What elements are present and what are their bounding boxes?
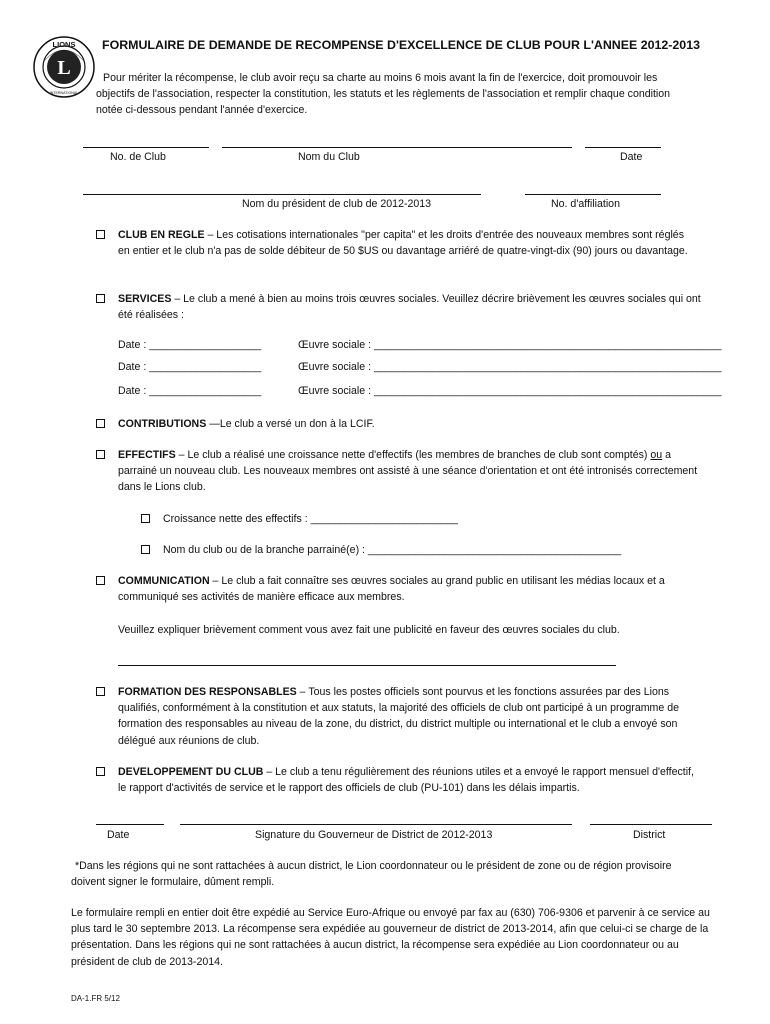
club-name-line[interactable] — [222, 147, 572, 148]
signature-label: Signature du Gouverneur de District de 2012-2013 — [255, 829, 493, 841]
developpement-desc: – Le club a tenu régulièrement des réunions utiles et a envoyé le rapport mensuel d'effectif, le rapport d'activités de service et le rapport des officiels de club (PU-101) dans les délais impartis. — [118, 766, 694, 795]
date-line[interactable] — [585, 147, 661, 148]
affiliation-line[interactable] — [525, 194, 661, 195]
club-parraine-field[interactable]: Nom du club ou de la branche parrainé(e) : ___________________________________________ — [163, 544, 622, 556]
service-oeuvre-1[interactable]: Œuvre sociale : ___________________________________________________________ — [298, 339, 722, 351]
effectifs-ou: ou — [650, 449, 663, 461]
club-name-label: Nom du Club — [298, 151, 360, 163]
club-no-line[interactable] — [83, 147, 209, 148]
service-oeuvre-2[interactable]: Œuvre sociale : ___________________________________________________________ — [298, 361, 722, 373]
logo-text: LIONS — [52, 40, 76, 49]
communication-desc: – Le club a fait connaître ses œuvres sociales au grand public en utilisant les médias locaux et a communiqué ses activités de manière efficace aux membres. — [118, 575, 665, 604]
logo-bottom-text: INTERNATIONAL — [49, 91, 79, 95]
president-line[interactable] — [83, 194, 481, 195]
formation-desc: – Tous les postes officiels sont pourvus et les fonctions assurées par des Lions qualifiés, conformément à la constitution et aux statuts, la majorité des officiels de club ont participé à un programme de formation des responsables au niveau de la zone, du district, du district multiple ou international et le club a envoyé son délégué aux réunions de club. — [118, 686, 679, 747]
services-checkbox[interactable] — [96, 294, 105, 303]
footnote: *Dans les régions qui ne sont rattachées à aucun district, le Lion coordonnateur ou le président de zone ou de région provisoire doivent signer le formulaire, dûment rempli. — [71, 860, 672, 889]
developpement-label: DEVELOPPEMENT DU CLUB — [118, 766, 264, 778]
services-desc: – Le club a mené à bien au moins trois œuvres sociales. Veuillez décrire brièvement les œuvres sociales qui ont été réalisées : — [118, 293, 701, 322]
services-label: SERVICES — [118, 293, 172, 305]
service-date-3[interactable]: Date : ___________________ — [118, 385, 262, 397]
page-title: FORMULAIRE DE DEMANDE DE RECOMPENSE D'EXCELLENCE DE CLUB POUR L'ANNEE 2012-2013 — [102, 38, 700, 52]
developpement-checkbox[interactable] — [96, 767, 105, 776]
club-parraine-checkbox[interactable] — [141, 545, 150, 554]
club-no-label: No. de Club — [110, 151, 166, 163]
formation-checkbox[interactable] — [96, 687, 105, 696]
service-oeuvre-3[interactable]: Œuvre sociale : ___________________________________________________________ — [298, 385, 722, 397]
contributions-text — [118, 416, 375, 432]
date-label: Date — [620, 151, 643, 163]
contributions-desc: —Le club a versé un don à la LCIF. — [206, 418, 375, 430]
signature-date-line[interactable] — [96, 824, 164, 825]
effectifs-checkbox[interactable] — [96, 450, 105, 459]
submission-instructions: Le formulaire rempli en entier doit être expédié au Service Euro-Afrique ou envoyé par fax au (630) 706-9306 et parvenir à ce service au plus tard le 30 septembre 2013. La récompense sera expédiée au gouverneur de district de 2013-2014, afin que celui-ci se charge de la présentation. Dans les régions qui ne sont rattachées à aucun district, la récompense sera expédiée au Lion coordonnateur ou au président de club de 2013-2014. — [71, 907, 710, 968]
district-line[interactable] — [590, 824, 712, 825]
club-en-regle-checkbox[interactable] — [96, 230, 105, 239]
formation-text — [118, 684, 703, 749]
contributions-label: CONTRIBUTIONS — [118, 418, 207, 430]
communication-answer-line[interactable] — [118, 665, 616, 666]
effectifs-desc-a: – Le club a réalisé une croissance nette d'effectifs (les membres de branches de club sont comptés) — [175, 449, 651, 461]
communication-text — [118, 573, 703, 605]
developpement-text — [118, 764, 703, 796]
formation-label: FORMATION DES RESPONSABLES — [118, 686, 297, 698]
contributions-checkbox[interactable] — [96, 419, 105, 428]
effectifs-text — [118, 447, 703, 496]
intro-paragraph: Pour mériter la récompense, le club avoir reçu sa charte au moins 6 mois avant la fin de l'exercice, doit promouvoir les objectifs de l'association, respecter la constitution, les statuts et les règlements de l'association et remplir chaque condition notée ci-dessous pendant l'année d'exercice. — [96, 72, 671, 117]
lions-logo — [33, 36, 95, 98]
service-date-2[interactable]: Date : ___________________ — [118, 361, 262, 373]
effectifs-desc-b: a parrainé un nouveau club. Les nouveaux membres ont assisté à une séance d'orientation et ont été intronisés correctement dans le Lions club. — [118, 449, 698, 494]
club-en-regle-desc: – Les cotisations internationales "per capita" et les droits d'entrée des nouveaux membres sont réglés en entier et le club n'a pas de solde débiteur de 50 $US ou davantage arriéré de quatre-vingt-dix (90) jours ou davantage. — [118, 229, 688, 258]
district-label: District — [633, 829, 666, 841]
communication-checkbox[interactable] — [96, 576, 105, 585]
club-en-regle-text — [118, 227, 698, 259]
club-en-regle-label: CLUB EN REGLE — [118, 229, 205, 241]
services-text — [118, 291, 703, 323]
communication-explain: Veuillez expliquer brièvement comment vous avez fait une publicité en faveur des œuvres sociales du club. — [118, 624, 620, 636]
signature-date-label: Date — [107, 829, 130, 841]
signature-line[interactable] — [180, 824, 572, 825]
form-code: DA-1.FR 5/12 — [71, 994, 120, 1003]
croissance-checkbox[interactable] — [141, 514, 150, 523]
effectifs-label: EFFECTIFS — [118, 449, 176, 461]
communication-label: COMMUNICATION — [118, 575, 210, 587]
croissance-field[interactable]: Croissance nette des effectifs : _________________________ — [163, 513, 458, 525]
president-label: Nom du président de club de 2012-2013 — [242, 198, 432, 210]
service-date-1[interactable]: Date : ___________________ — [118, 339, 262, 351]
svg-text:L: L — [57, 57, 71, 79]
affiliation-label: No. d'affiliation — [551, 198, 620, 210]
